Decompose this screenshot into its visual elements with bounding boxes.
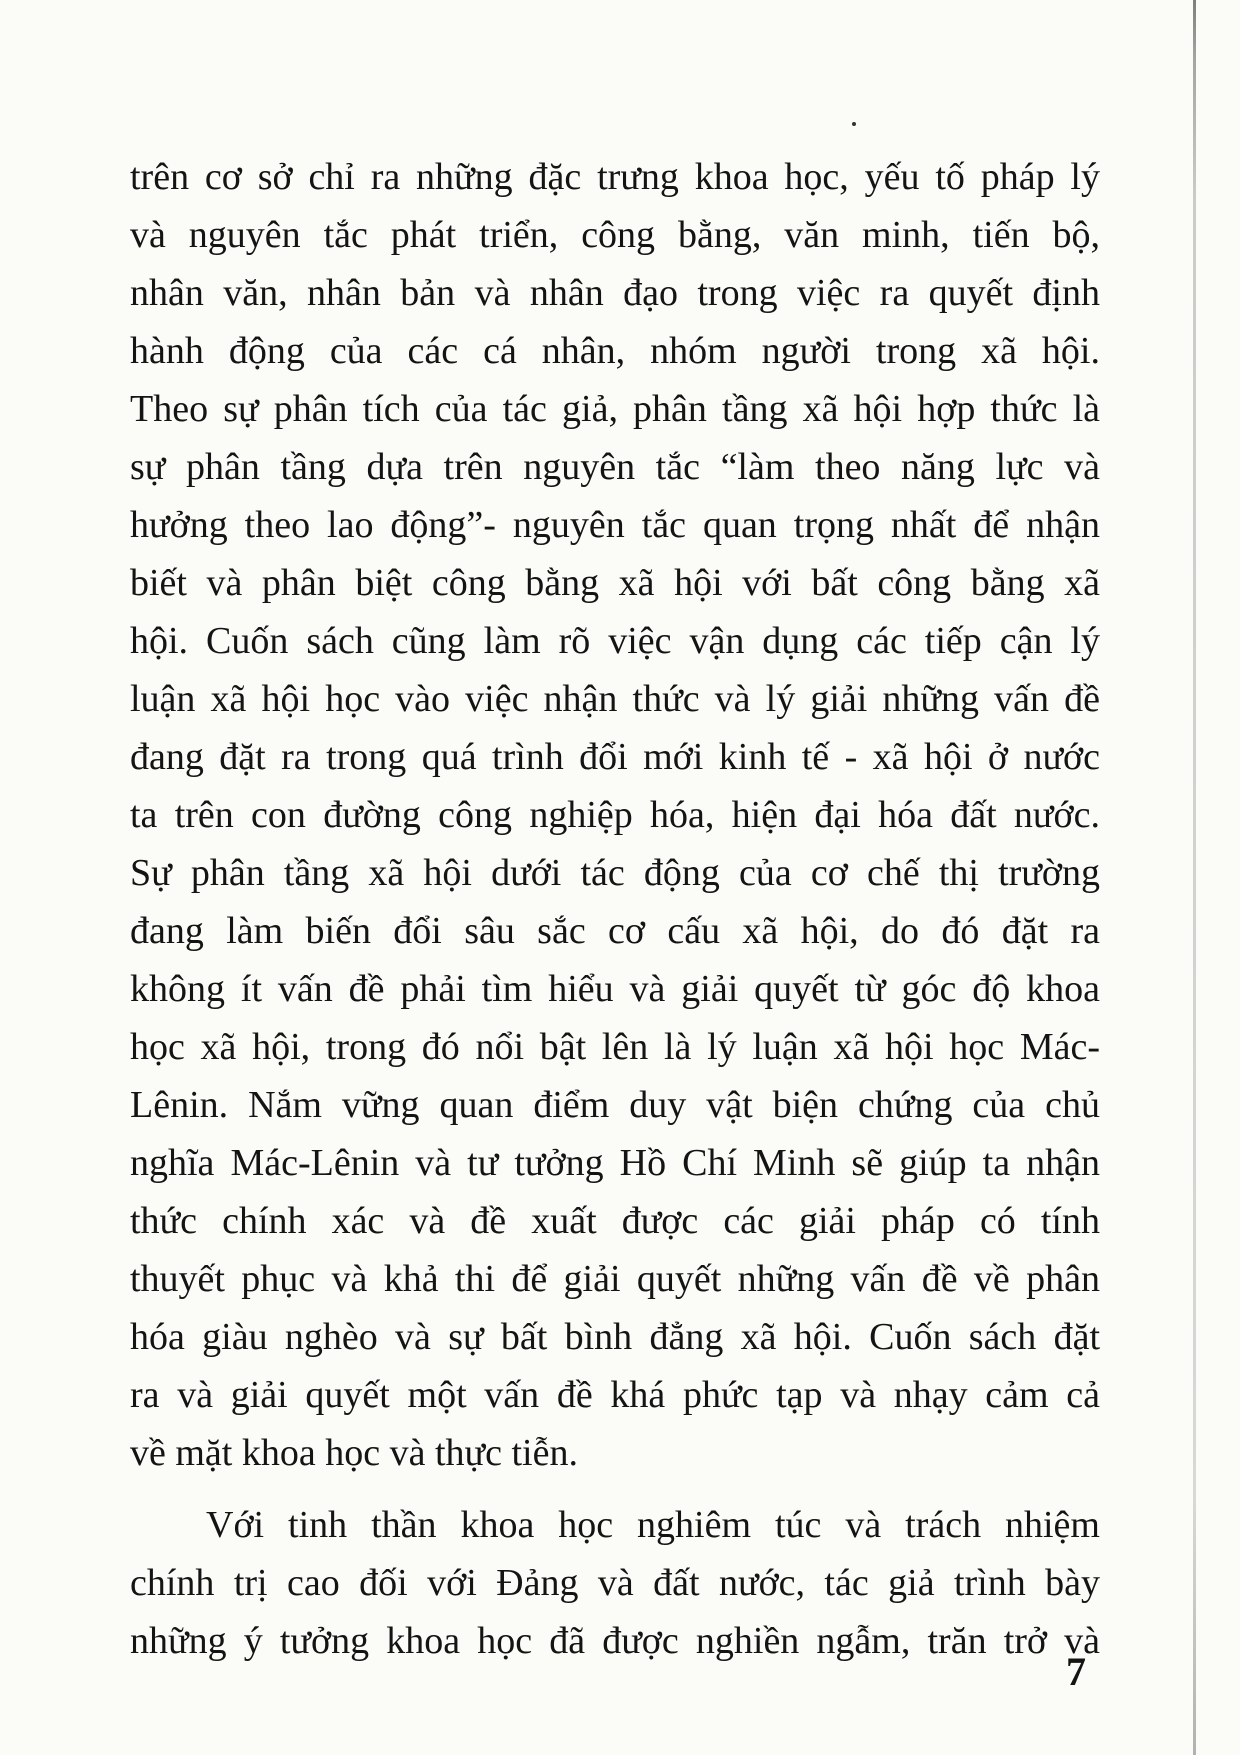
- text-line: đang đặt ra trong quá trình đổi mới kinh tế - xã hội ở nước: [130, 736, 1100, 778]
- text-line: ra và giải quyết một vấn đề khá phức tạp và nhạy cảm cả: [130, 1374, 1100, 1416]
- text-line: hưởng theo lao động”- nguyên tắc quan trọng nhất để nhận: [130, 504, 1100, 546]
- text-line: ta trên con đường công nghiệp hóa, hiện đại hóa đất nước.: [130, 794, 1100, 836]
- text-line: thuyết phục và khả thi để giải quyết những vấn đề về phân: [130, 1258, 1100, 1300]
- paragraph-2: [130, 1496, 1100, 1670]
- text-line: hội. Cuốn sách cũng làm rõ việc vận dụng các tiếp cận lý: [130, 620, 1100, 662]
- text-line: đang làm biến đổi sâu sắc cơ cấu xã hội, do đó đặt ra: [130, 910, 1100, 952]
- page-number: 7: [1066, 1649, 1086, 1694]
- text-line: trên cơ sở chỉ ra những đặc trưng khoa học, yếu tố pháp lý: [130, 156, 1100, 198]
- text-line: hành động của các cá nhân, nhóm người trong xã hội.: [130, 330, 1100, 372]
- text-line: thức chính xác và đề xuất được các giải pháp có tính: [130, 1200, 1100, 1242]
- text-line: Với tinh thần khoa học nghiêm túc và trách nhiệm: [206, 1504, 1100, 1546]
- text-line: nhân văn, nhân bản và nhân đạo trong việc ra quyết định: [130, 272, 1100, 314]
- text-line: biết và phân biệt công bằng xã hội với bất công bằng xã: [130, 562, 1100, 604]
- page-binding-edge: [1193, 0, 1196, 1755]
- text-line: luận xã hội học vào việc nhận thức và lý giải những vấn đề: [130, 678, 1100, 720]
- body-text: [130, 148, 1100, 1670]
- text-line: hóa giàu nghèo và sự bất bình đẳng xã hội. Cuốn sách đặt: [130, 1316, 1100, 1358]
- text-line: không ít vấn đề phải tìm hiểu và giải quyết từ góc độ khoa: [130, 968, 1100, 1010]
- text-line: Theo sự phân tích của tác giả, phân tầng xã hội hợp thức là: [130, 388, 1100, 430]
- paragraph-1: [130, 148, 1100, 1482]
- scan-speck: [852, 122, 856, 126]
- text-line: Sự phân tầng xã hội dưới tác động của cơ chế thị trường: [130, 852, 1100, 894]
- text-line: sự phân tầng dựa trên nguyên tắc “làm theo năng lực và: [130, 446, 1100, 488]
- text-line: nghĩa Mác-Lênin và tư tưởng Hồ Chí Minh sẽ giúp ta nhận: [130, 1142, 1100, 1184]
- text-line: học xã hội, trong đó nổi bật lên là lý luận xã hội học Mác-: [130, 1026, 1100, 1068]
- text-line: những ý tưởng khoa học đã được nghiền ngẫm, trăn trở và: [130, 1620, 1100, 1662]
- text-line: về mặt khoa học và thực tiễn.: [130, 1432, 578, 1474]
- text-line: chính trị cao đối với Đảng và đất nước, tác giả trình bày: [130, 1562, 1100, 1604]
- text-line: và nguyên tắc phát triển, công bằng, văn minh, tiến bộ,: [130, 214, 1100, 256]
- text-line: Lênin. Nắm vững quan điểm duy vật biện chứng của chủ: [130, 1084, 1100, 1126]
- paragraph-gap: [130, 1482, 1100, 1496]
